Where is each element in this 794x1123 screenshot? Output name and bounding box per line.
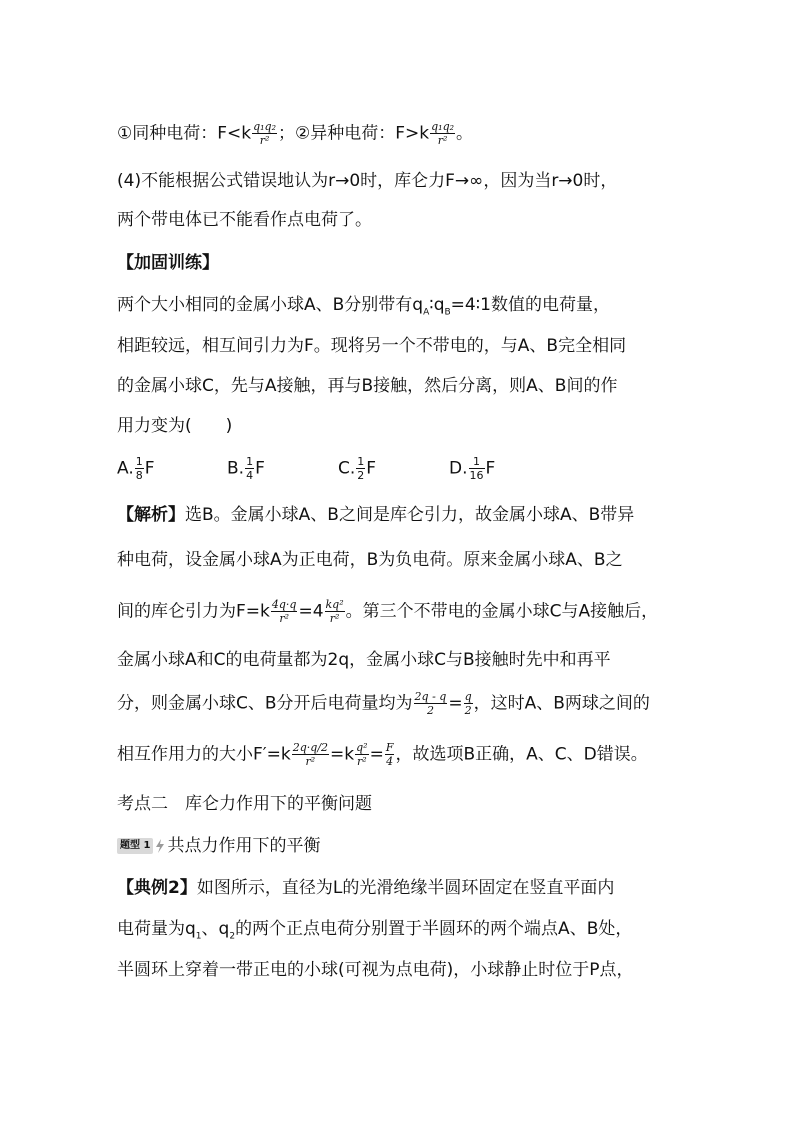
- analysis-line5: 分，则金属小球C、B分开后电荷量均为 $\frac{2q - q}{2}$ = $\frac{q}{2}$ ，这时A、B两球之间的: [117, 690, 650, 717]
- question-line3: 的金属小球C，先与A接触，再与B接触，然后分离，则A、B间的作: [117, 376, 618, 396]
- formula-fraction: $\frac{\text{kq²}}{\text{r²}}$: [325, 598, 344, 625]
- point4-line1: (4)不能根据公式错误地认为r→0时，库仑力F→∞，因为当r→0时，: [117, 171, 618, 191]
- example-line3: 半圆环上穿着一带正电的小球(可视为点电荷)，小球静止时位于P点，: [117, 960, 634, 980]
- analysis-line3: 间的库仑引力为F=k $\frac{4q\cdot q}{\text{r²}}$ =4 $\frac{\text{kq²}}{\text{r²}}$ 。第三个不带电的金属小球C与A接触后，: [117, 598, 659, 625]
- formula-fraction: $\frac{2q - q}{2}$: [414, 690, 447, 717]
- same-charge-text: ①同种电荷：F<k: [117, 123, 252, 144]
- question-line4: 用力变为( ): [117, 416, 233, 436]
- option-b[interactable]: B. $\frac{1}{4}$ F: [227, 455, 265, 482]
- formula-fraction: $\frac{F}{4}$: [385, 741, 394, 768]
- question-line1: 两个大小相同的金属小球A、B分别带有$q_A∶q_B=4∶1$数值的电荷量，: [117, 295, 610, 318]
- lightning-icon: [155, 839, 165, 853]
- question-line2: 相距较远，相互间引力为F。现将另一个不带电的，与A、B完全相同: [117, 336, 627, 356]
- type-badge: 题型 1: [117, 838, 153, 854]
- formula-fraction: $\frac{4q\cdot q}{\text{r²}}$: [271, 598, 297, 625]
- point4-line2: 两个带电体已不能看作点电荷了。: [117, 210, 372, 230]
- analysis-line2: 种电荷，设金属小球A为正电荷，B为负电荷。原来金属小球A、B之: [117, 550, 623, 570]
- option-c[interactable]: C. $\frac{1}{2}$ F: [338, 455, 377, 482]
- formula-fraction: $\frac{q}{2}$: [464, 690, 472, 717]
- section2-title: 考点二 库仑力作用下的平衡问题: [117, 794, 372, 814]
- coulomb-fraction-2: $\frac{\text{q₁q₂}}{\text{r²}}$: [431, 120, 455, 147]
- formula-fraction: $\frac{2q\cdot q/2}{\text{r²}}$: [292, 741, 329, 768]
- analysis-line1: 【解析】选B。金属小球A、B之间是库仑引力，故金属小球A、B带异: [117, 505, 635, 525]
- analysis-line4: 金属小球A和C的电荷量都为2q，金属小球C与B接触时先中和再平: [117, 650, 611, 670]
- analysis-line6: 相互作用力的大小F′=k $\frac{2q\cdot q/2}{\text{r²}}$ =k $\frac{\text{q²}}{\text{r²}}$ = $\frac{F}{4}$ ，故选项B正确，A、C、D错误。: [117, 741, 648, 768]
- example-line1: 【典例2】如图所示，直径为L的光滑绝缘半圆环固定在竖直平面内: [117, 878, 615, 898]
- opposite-charge-text: ②异种电荷：F>k: [295, 123, 430, 144]
- example-line2: 电荷量为$q_1$、$q_2$的两个正点电荷分别置于半圆环的两个端点A、B处，: [117, 919, 633, 942]
- intro-line: ①同种电荷：F<k $\frac{\text{q₁q₂}}{\text{r²}}$ ；②异种电荷：F>k $\frac{\text{q₁q₂}}{\text{r²}}$ 。: [117, 120, 474, 147]
- option-d[interactable]: D. $\frac{1}{16}$ F: [449, 455, 496, 482]
- analysis-label: 【解析】: [117, 505, 185, 525]
- example-label: 【典例2】: [117, 878, 197, 898]
- practice-heading: 【加固训练】: [117, 253, 219, 273]
- option-a[interactable]: A. $\frac{1}{8}$ F: [117, 455, 155, 482]
- type-row: [117, 834, 320, 858]
- formula-fraction: $\frac{\text{q²}}{\text{r²}}$: [356, 741, 368, 768]
- type-title: 共点力作用下的平衡: [167, 836, 321, 856]
- coulomb-fraction-1: $\frac{\text{q₁q₂}}{\text{r²}}$: [253, 120, 277, 147]
